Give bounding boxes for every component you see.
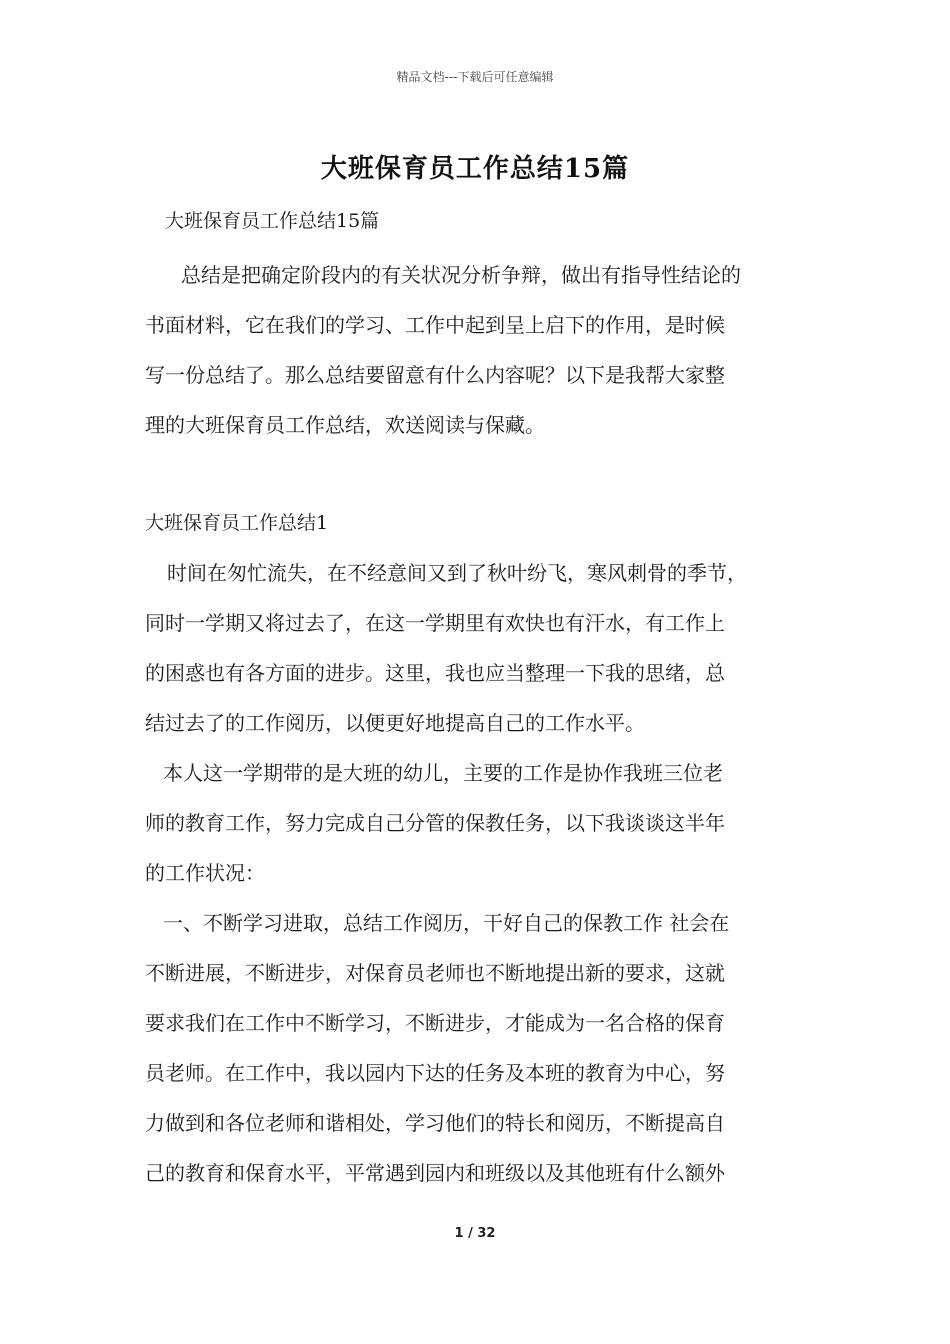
paragraph-line: 力做到和各位老师和谐相处，学习他们的特长和阅历，不断提高自 — [145, 1111, 725, 1135]
paragraph-line: 写一份总结了。那么总结要留意有什么内容呢？以下是我帮大家整 — [145, 363, 725, 387]
paragraph-line: 要求我们在工作中不断学习，不断进步，才能成为一名合格的保育 — [145, 1011, 725, 1035]
paragraph-line: 总结是把确定阶段内的有关状况分析争辩，做出有指导性结论的 — [181, 263, 741, 287]
paragraph-line: 理的大班保育员工作总结，欢送阅读与保藏。 — [145, 413, 545, 437]
paragraph-line: 一、不断学习进取，总结工作阅历，干好自己的保教工作 社会在 — [163, 911, 730, 935]
paragraph-1 — [145, 548, 815, 748]
page-number: 1 / 32 — [454, 1226, 496, 1241]
paragraph-line: 师的教育工作，努力完成自己分管的保教任务，以下我谈谈这半年 — [145, 811, 725, 835]
paragraph-line: 结过去了的工作阅历，以便更好地提高自己的工作水平。 — [145, 711, 645, 735]
paragraph-spacer — [145, 450, 815, 498]
document-subtitle: 大班保育员工作总结15篇 — [165, 210, 380, 232]
intro-paragraph — [145, 250, 815, 450]
paragraph-line: 本人这一学期带的是大班的幼儿，主要的工作是协作我班三位老 — [163, 761, 723, 785]
header-note: 精品文档---下载后可任意编辑 — [396, 70, 554, 84]
section-heading: 大班保育员工作总结1 — [145, 512, 329, 534]
paragraph-line: 己的教育和保育水平，平常遇到园内和班级以及其他班有什么额外 — [145, 1161, 725, 1185]
paragraph-3 — [145, 898, 815, 1198]
paragraph-line: 的工作状况： — [145, 861, 265, 885]
paragraph-line: 同时一学期又将过去了，在这一学期里有欢快也有汗水，有工作上 — [145, 611, 725, 635]
paragraph-line: 的困惑也有各方面的进步。这里，我也应当整理一下我的思绪，总 — [145, 661, 725, 685]
document-body — [145, 202, 815, 1198]
document-title: 大班保育员工作总结15篇 — [320, 154, 630, 184]
paragraph-line: 员老师。在工作中，我以园内下达的任务及本班的教育为中心，努 — [145, 1061, 725, 1085]
paragraph-line: 时间在匆忙流失，在不经意间又到了秋叶纷飞，寒风刺骨的季节， — [167, 561, 747, 585]
paragraph-line: 书面材料，它在我们的学习、工作中起到呈上启下的作用，是时候 — [145, 313, 725, 337]
paragraph-line: 不断进展，不断进步，对保育员老师也不断地提出新的要求，这就 — [145, 961, 725, 985]
paragraph-2 — [145, 748, 815, 898]
